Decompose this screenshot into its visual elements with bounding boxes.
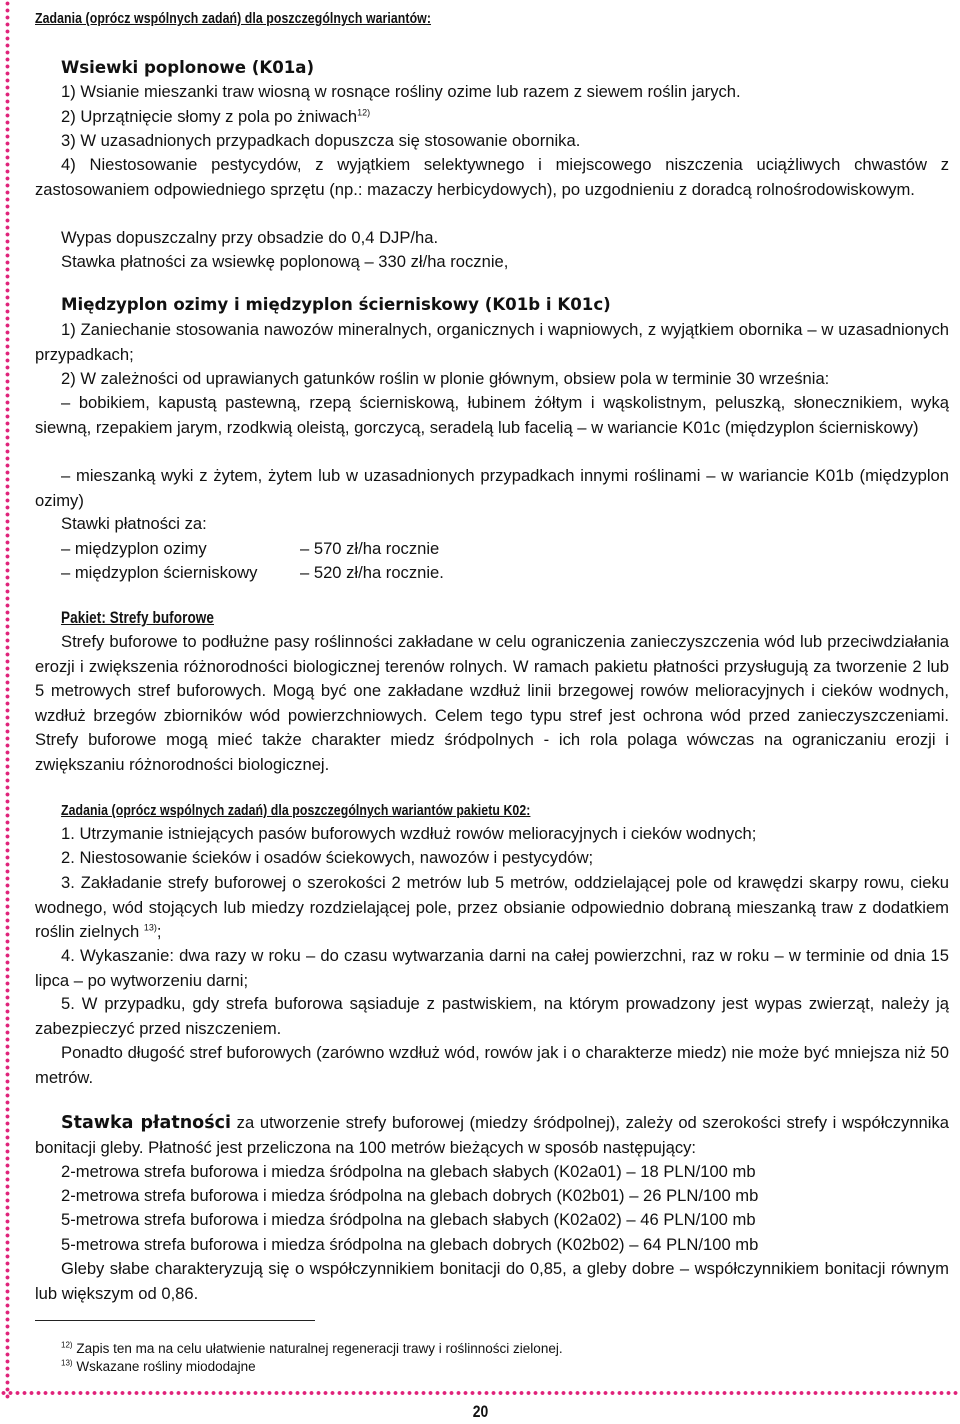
payment-intro: Stawka płatności za utworzenie strefy buforowej (miedzy śródpolnej), zależy od szerokości strefy i współczynnika bonitacji gleby. Płatność jest przeliczona na 100 metrów bieżących w sposób następujący:	[35, 1113, 949, 1157]
k01a-item-2: 2) Uprzątnięcie słomy z pola po żniwach$^{12)}$	[61, 107, 371, 126]
package-body: Strefy buforowe to podłużne pasy roślinności zakładane w celu ograniczenia zanieczyszczenia wód lub przeciwdziałania erozji i zwiększenia różnorodności biologicznej terenów rolnych. W ramach pakietu płatności przysługują za tworzenie 2 lub 5 metrowych stref buforowych. Mogą być one zakładane wzdłuż linii brzegowej rowów melioracyjnych i cieków wodnych, wzdłuż brzegów zbiorników wód powierzchniowych. Celem tego typu stref jest ochrona wód przed zanieczyszczeniami. Strefy buforowe mogą mieć także charakter miedz śródpolnych - ich rola polaga wówczas na ograniczaniu erozji i zwiększaniu różnorodności biologicznej.	[35, 632, 949, 774]
k01a-item-4: 4) Niestosowanie pestycydów, z wyjątkiem selektywnego i miejscowego niszczenia uciążliwych chwastów z zastosowaniem odpowiedniego sprzętu (np.: mazaczy herbicydowych), po uzgodnieniu z doradcą rolnośrodowiskowym.	[35, 155, 949, 199]
k02-item-5: 5. W przypadku, gdy strefa buforowa sąsiaduje z pastwiskiem, na którym prowadzony jest wypas zwierząt, należy ją zabezpieczyć przed niszczeniem.	[35, 994, 949, 1038]
k01a-title: Wsiewki poplonowe (K01a)	[61, 58, 315, 77]
k02-item-4: 4. Wykaszanie: dwa razy w roku – do czasu wytwarzania darni na całej powierzchni, raz w roku – w terminie od dnia 15 lipca – po wytworzeniu darni;	[35, 946, 949, 990]
k02-item-3: 3. Zakładanie strefy buforowej o szerokości 2 metrów lub 5 metrów, oddzielającej pole od krawędzi skarpy rowu, cieku wodnego, wód stojących lub miedzy rozdzielającej pole, przez obsianie odpowiednio dobraną mieszanką traw z dodatkiem roślin zielnych $^{13)}$;	[35, 873, 949, 942]
footnote-12: $^{12)}$ Zapis ten ma na celu ułatwienie naturalnej regeneracji trawy i roślinności zielonej.	[61, 1340, 563, 1356]
k01bc-rate-row-2: – międzyplon ścierniskowy – 520 zł/ha rocznie.	[61, 563, 444, 582]
k01a-grazing: Wypas dopuszczalny przy obsadzie do 0,4 DJP/ha.	[61, 228, 439, 247]
footnote-13: $^{13)}$ Wskazane rośliny miododajne	[61, 1358, 256, 1374]
k02-item-2: 2. Niestosowanie ścieków i osadów ściekowych, nawozów i pestycydów;	[61, 848, 594, 867]
k01bc-title: Międzyplon ozimy i międzyplon ścierniskowy (K01b i K01c)	[61, 295, 611, 314]
k01bc-item-2a: – bobikiem, kapustą pastewną, rzepą ścierniskową, łubinem żółtym i wąskolistnym, peluszką, słonecznikiem, wyką siewną, rzepakiem jarym, rzodkwią oleistą, gorczycą, seradelą lub facelią – w wariancie K01c (międzyplon ścierniskowy)	[35, 393, 949, 437]
footnote-ref-13: 13)	[143, 922, 157, 933]
k01bc-item-2: 2) W zależności od uprawianych gatunków roślin w plonie głównym, obsiew pola w terminie 30 września:	[61, 369, 830, 388]
payment-row-4: 5-metrowa strefa buforowa i miedza śródpolna na glebach dobrych (K02b02) – 64 PLN/100 mb	[61, 1235, 759, 1254]
k01a-item-1: 1) Wsianie mieszanki traw wiosną w rosnące rośliny ozime lub razem z siewem roślin jarych.	[61, 82, 741, 101]
dotted-border-left	[5, 0, 10, 1400]
k01a-item-3: 3) W uzasadnionych przypadkach dopuszcza się stosowanie obornika.	[61, 131, 581, 150]
k01bc-rates-label: Stawki płatności za:	[61, 514, 207, 533]
k01a-rate: Stawka płatności za wsiewkę poplonową – 330 zł/ha rocznie,	[61, 252, 509, 271]
payment-row-1: 2-metrowa strefa buforowa i miedza śródpolna na glebach słabych (K02a01) – 18 PLN/100 mb	[61, 1162, 756, 1181]
payment-row-3: 5-metrowa strefa buforowa i miedza śródpolna na glebach słabych (K02a02) – 46 PLN/100 mb	[61, 1210, 756, 1229]
k02-note: Ponadto długość stref buforowych (zarówno wzdłuż wód, rowów jak i o charakterze miedz) nie może być mniejsza niż 50 metrów.	[35, 1043, 949, 1087]
footnote-divider	[35, 1320, 315, 1321]
page-number: 20	[472, 1402, 488, 1421]
payment-soils: Gleby słabe charakteryzują się o współczynnikiem bonitacji do 0,85, a gleby dobre – współczynnikiem bonitacji równym lub większym od 0,86.	[35, 1259, 949, 1303]
footnote-ref-12: 12)	[357, 107, 371, 118]
payment-row-2: 2-metrowa strefa buforowa i miedza śródpolna na glebach dobrych (K02b01) – 26 PLN/100 mb	[61, 1186, 759, 1205]
k01bc-item-2b: – mieszanką wyki z żytem, żytem lub w uzasadnionych przypadkach innymi roślinami – w wariancie K01b (międzyplon ozimy)	[35, 466, 949, 510]
section-heading-k02: Zadania (oprócz wspólnych zadań) dla poszczególnych wariantów pakietu K02:	[61, 802, 531, 819]
k02-item-1: 1. Utrzymanie istniejących pasów buforowych wzdłuż rowów melioracyjnych i cieków wodnych;	[61, 824, 757, 843]
k01bc-item-1: 1) Zaniechanie stosowania nawozów mineralnych, organicznych i wapniowych, z wyjątkiem obornika – w uzasadnionych przypadkach;	[35, 320, 949, 364]
dotted-border-bottom	[0, 1390, 960, 1396]
k01bc-rate-row-1: – międzyplon ozimy – 570 zł/ha rocznie	[61, 539, 440, 558]
package-title: Pakiet: Strefy buforowe	[61, 609, 215, 627]
section-heading-variants: Zadania (oprócz wspólnych zadań) dla poszczególnych wariantów:	[35, 10, 432, 27]
